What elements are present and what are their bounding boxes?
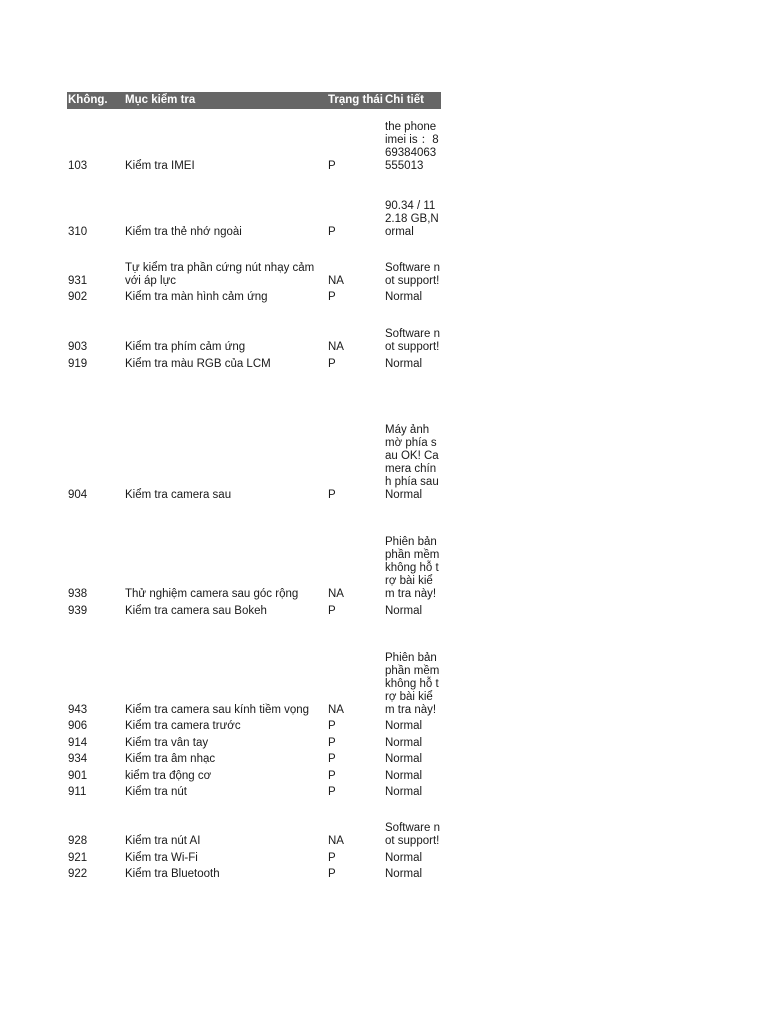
- row-status: P: [328, 753, 336, 765]
- row-detail: Normal: [385, 852, 423, 864]
- table-row: [67, 799, 441, 848]
- row-item: Kiểm tra camera sau kính tiềm vọng: [125, 704, 310, 716]
- table-row: [67, 354, 441, 371]
- row-status: NA: [328, 704, 344, 716]
- row-item: Kiểm tra Bluetooth: [125, 868, 220, 880]
- row-no: 928: [68, 835, 88, 847]
- row-no: 931: [68, 275, 88, 287]
- row-no: 310: [68, 226, 88, 238]
- row-status: NA: [328, 275, 344, 287]
- table-row: [67, 865, 441, 881]
- table-row: [67, 288, 441, 304]
- row-item: Kiểm tra phím cảm ứng: [125, 341, 246, 353]
- header-no: Không.: [68, 94, 108, 106]
- row-no: 901: [68, 770, 88, 782]
- table-row: [67, 848, 441, 865]
- table-row: [67, 783, 441, 799]
- row-detail: 90.34 / 112.18 GB,Normal: [385, 200, 439, 238]
- row-detail: Normal: [385, 291, 423, 303]
- row-no: 919: [68, 358, 88, 370]
- row-detail: Normal: [385, 786, 423, 798]
- row-detail: Normal: [385, 737, 423, 749]
- row-detail: Phiên bản phần mềm không hỗ trợ bài kiểm tra này!: [385, 652, 440, 716]
- row-no: 938: [68, 588, 88, 600]
- row-detail: Software not support!: [385, 822, 440, 847]
- row-detail: Normal: [385, 605, 423, 617]
- row-no: 922: [68, 868, 88, 880]
- row-status: P: [328, 770, 336, 782]
- row-detail: Phiên bản phần mềm không hỗ trợ bài kiểm tra này!: [385, 536, 440, 600]
- table-row: [67, 502, 441, 601]
- row-status: NA: [328, 835, 344, 847]
- row-detail: Software not support!: [385, 328, 440, 353]
- row-item: Kiểm tra màn hình cảm ứng: [125, 291, 268, 303]
- table-row: [67, 733, 441, 750]
- row-detail: Normal: [385, 358, 423, 370]
- row-item: Tự kiểm tra phần cứng nút nhạy cảm với áp lực: [125, 262, 315, 287]
- row-no: 903: [68, 341, 88, 353]
- table-row: [67, 717, 441, 733]
- row-item: Kiểm tra IMEI: [125, 160, 195, 172]
- row-item: Kiểm tra nút AI: [125, 835, 201, 847]
- table-header-row: [67, 92, 441, 109]
- row-item: Kiểm tra thẻ nhớ ngoài: [125, 226, 242, 238]
- row-no: 934: [68, 753, 88, 765]
- row-detail: Normal: [385, 770, 423, 782]
- row-no: 902: [68, 291, 88, 303]
- row-status: NA: [328, 341, 344, 353]
- row-status: P: [328, 720, 336, 732]
- row-status: P: [328, 737, 336, 749]
- row-status: P: [328, 786, 336, 798]
- table-row: [67, 750, 441, 766]
- row-item: Kiểm tra Wi-Fi: [125, 852, 198, 864]
- row-item: Kiểm tra camera sau Bokeh: [125, 605, 267, 617]
- row-no: 914: [68, 737, 88, 749]
- table-row: [67, 618, 441, 717]
- row-item: Kiểm tra nút: [125, 786, 187, 798]
- row-detail: Software not support!: [385, 262, 440, 287]
- row-detail: Normal: [385, 753, 423, 765]
- row-item: Kiểm tra vân tay: [125, 737, 209, 749]
- row-status: P: [328, 605, 336, 617]
- row-detail: Máy ảnh mờ phía sau OK! Camera chính phía sauNormal: [385, 424, 439, 501]
- header-status: Trạng thái: [328, 94, 383, 106]
- row-no: 911: [68, 786, 87, 798]
- row-detail: the phone imei is ：869384063555013: [385, 121, 439, 172]
- row-detail: Normal: [385, 720, 423, 732]
- row-no: 939: [68, 605, 88, 617]
- row-item: Kiểm tra màu RGB của LCM: [125, 358, 271, 370]
- header-item: Mục kiểm tra: [125, 94, 196, 106]
- row-item: kiểm tra động cơ: [125, 770, 212, 782]
- table-row: [67, 371, 441, 502]
- table-row: [67, 304, 441, 354]
- header-detail: Chi tiết: [385, 94, 424, 106]
- row-no: 906: [68, 720, 88, 732]
- row-item: Thử nghiệm camera sau góc rộng: [125, 588, 299, 600]
- row-item: Kiểm tra camera trước: [125, 720, 241, 732]
- row-status: NA: [328, 588, 344, 600]
- row-status: P: [328, 852, 336, 864]
- row-status: P: [328, 291, 336, 303]
- table-row: [67, 109, 441, 173]
- row-no: 103: [68, 160, 88, 172]
- row-status: P: [328, 226, 336, 238]
- row-no: 943: [68, 704, 88, 716]
- row-status: P: [328, 358, 336, 370]
- row-detail: Normal: [385, 868, 423, 880]
- row-no: 904: [68, 489, 88, 501]
- row-status: P: [328, 868, 336, 880]
- row-item: Kiểm tra âm nhạc: [125, 753, 216, 765]
- table-row: [67, 239, 441, 288]
- table-row: [67, 766, 441, 783]
- table-row: [67, 173, 441, 239]
- row-status: P: [328, 160, 336, 172]
- row-item: Kiểm tra camera sau: [125, 489, 232, 501]
- table-row: [67, 601, 441, 618]
- row-status: P: [328, 489, 336, 501]
- row-no: 921: [68, 852, 88, 864]
